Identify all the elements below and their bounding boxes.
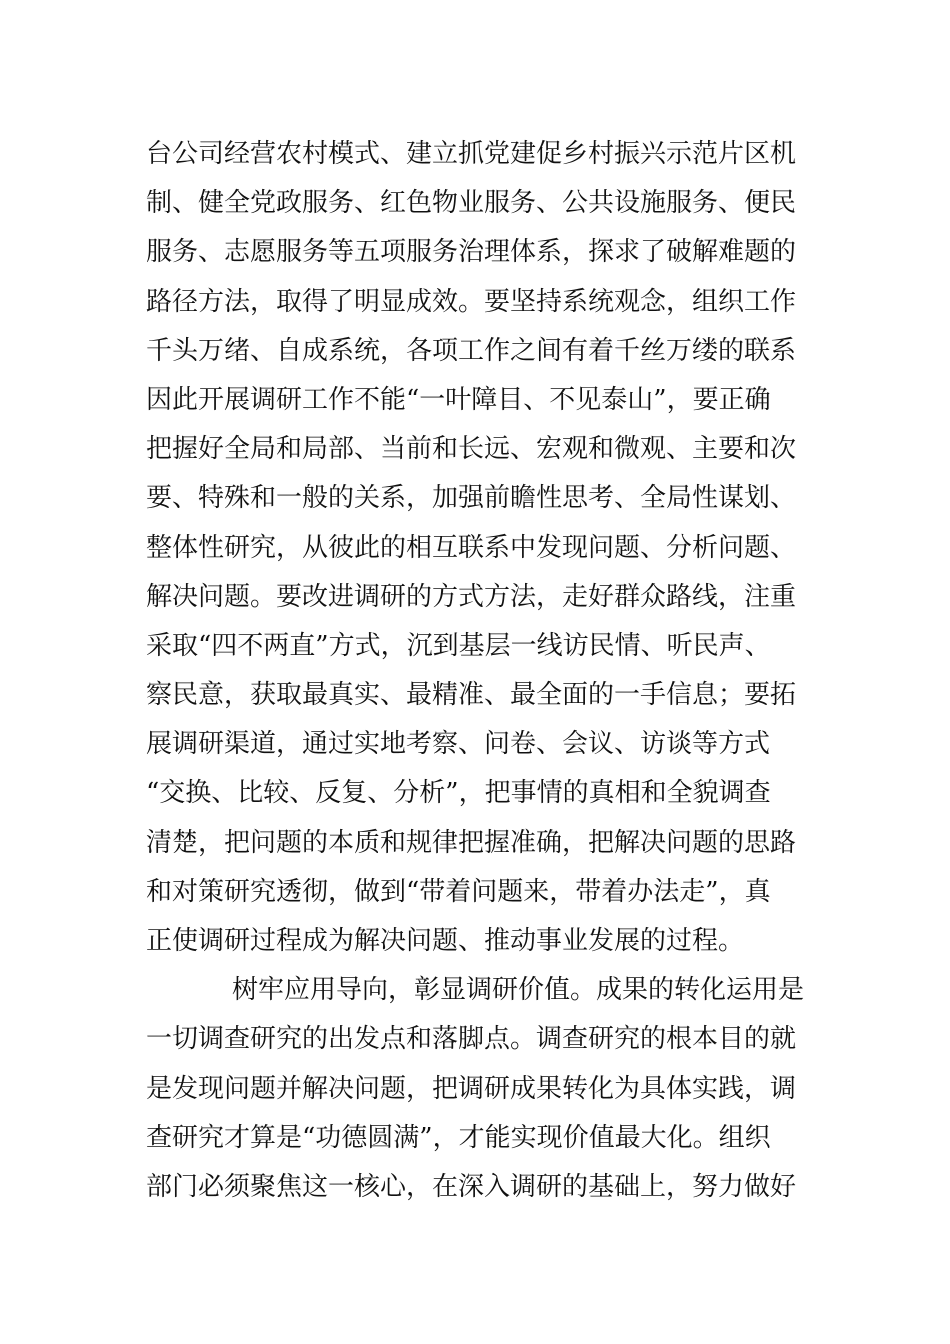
text-line: 和对策研究透彻，做到“带着问题来，带着办法走”，真	[146, 876, 771, 907]
document-body	[146, 130, 806, 1212]
text-line: 路径方法，取得了明显成效。要坚持系统观念，组织工作	[146, 286, 797, 317]
text-line: 服务、志愿服务等五项服务治理体系，探求了破解难题的	[146, 237, 797, 268]
text-line: 因此开展调研工作不能“一叶障目、不见泰山”，要正确	[146, 384, 771, 415]
text-line: 制、健全党政服务、红色物业服务、公共设施服务、便民	[146, 188, 797, 219]
text-line: 台公司经营农村模式、建立抓党建促乡村振兴示范片区机	[146, 139, 797, 169]
text-line: 解决问题。要改进调研的方式方法，走好群众路线，注重	[146, 581, 797, 612]
text-line: 展调研渠道，通过实地考察、问卷、会议、访谈等方式	[146, 729, 771, 760]
text-line: 千头万绪、自成系统，各项工作之间有着千丝万缕的联系	[146, 335, 797, 366]
paragraph-1	[146, 130, 806, 966]
text-line: 整体性研究，从彼此的相互联系中发现问题、分析问题、	[146, 532, 797, 563]
text-line: 正使调研过程成为解决问题、推动事业发展的过程。	[146, 926, 745, 956]
text-line: 一切调查研究的出发点和落脚点。调查研究的根本目的就	[146, 1024, 797, 1055]
text-line: 采取“四不两直”方式，沉到基层一线访民情、听民声、	[146, 630, 771, 661]
text-line: 部门必须聚焦这一核心，在深入调研的基础上，努力做好	[146, 1171, 797, 1202]
text-line: 查研究才算是“功德圆满”，才能实现价值最大化。组织	[146, 1122, 771, 1153]
text-line: “交换、比较、反复、分析”，把事情的真相和全貌调查	[146, 778, 771, 809]
text-line: 清楚，把问题的本质和规律把握准确，把解决问题的思路	[146, 827, 797, 858]
text-line: 察民意，获取最真实、最精准、最全面的一手信息；要拓	[146, 680, 797, 711]
paragraph-2	[146, 966, 806, 1212]
text-line: 是发现问题并解决问题，把调研成果转化为具体实践，调	[146, 1073, 797, 1104]
text-line: 要、特殊和一般的关系，加强前瞻性思考、全局性谋划、	[146, 483, 797, 514]
text-line-indented: 树牢应用导向，彰显调研价值。成果的转化运用是	[232, 975, 805, 1006]
text-line: 把握好全局和局部、当前和长远、宏观和微观、主要和次	[146, 434, 797, 465]
